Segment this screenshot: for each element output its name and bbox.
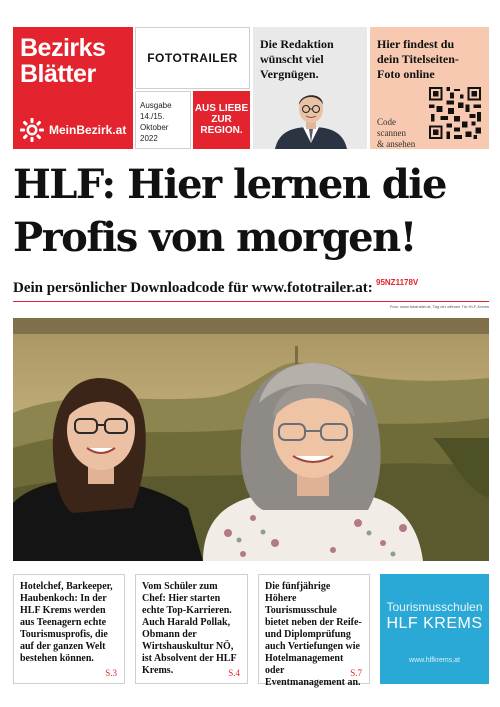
editor-line-1: Die Redaktion [260,37,334,51]
headline [13,158,493,264]
logo-word-2: Blätter [20,60,96,88]
qr-caption [377,117,415,150]
download-code-row [13,280,489,300]
qr-panel-text [377,37,459,82]
issue-year: 2022 [140,134,158,143]
qr-line-3: Foto online [377,67,435,81]
issue-dates: 14./15. Oktober [140,112,169,132]
issue-info [135,91,191,149]
editor-greeting-text [260,37,334,82]
logo-word-1: Bezirks [20,34,106,62]
download-code-label: Dein persönlicher Downloadcode für www.fototrailer.at: [13,280,373,296]
editor-greeting [253,27,367,149]
qr-panel [370,27,489,149]
region-slogan [193,91,250,149]
headline-divider [13,301,489,302]
download-code[interactable]: 95NZ1178V [376,278,419,287]
teaser-2-text: Vom Schüler zum Chef: Hier starten echte Top-Karrieren. Auch Harald Pollak, Obmann der Wirtshauskultur NÖ, ist Absolvent der HLF Krems. [142,581,237,676]
qr-caption-line-1: Code [377,117,396,127]
qr-caption-line-3: & ansehen [377,139,416,149]
region-slogan-line-2: ZUR [211,114,232,125]
teaser-1-page: S.3 [105,668,117,678]
headline-line-2: Profis von morgen! [13,214,416,261]
hlf-krems-ad[interactable] [380,574,489,684]
cover-photo [13,318,489,561]
region-slogan-line-1: AUS LIEBE [194,103,249,114]
teaser-1[interactable] [13,574,125,684]
masthead [13,27,489,149]
photo-credit: Foto: www.fototrailer.at, Tag der offenen Tür HLF-Krems [389,304,489,309]
qr-line-2: dein Titelseiten- [377,52,459,66]
editor-line-2: wünscht viel [260,52,324,66]
fototrailer-box [135,27,250,89]
logo-sub-row [19,117,126,143]
region-slogan-line-3: REGION. [200,125,243,136]
issue-label: Ausgabe [140,101,172,110]
teaser-3-page: S.7 [350,668,362,678]
teaser-1-text: Hotelchef, Barkeeper, Haubenkoch: In der HLF Krems werden aus Teenagern echte Tourismusprofis, die auf der ganzen Welt bestehen können. [20,581,113,664]
editor-line-3: Vergnügen. [260,67,319,81]
hlf-ad-line-2: HLF KREMS [386,615,483,632]
hlf-ad-url[interactable]: www.hlfkrems.at [409,657,460,664]
hlf-ad-line-1: Tourismusschulen [386,600,483,614]
headline-line-1: HLF: Hier lernen die [13,161,446,208]
qr-line-1: Hier findest du [377,37,455,51]
logo-website: MeinBezirk.at [49,123,127,137]
teaser-3[interactable] [258,574,370,688]
qr-caption-line-2: scannen [377,128,406,138]
teaser-2-page: S.4 [228,668,240,678]
editor-portrait [271,85,351,149]
cover-photo-illustration [13,318,489,561]
teaser-2[interactable] [135,574,248,684]
bezirksblaetter-logo[interactable] [13,27,133,149]
fototrailer-label: FOTOTRAILER [147,51,238,65]
teaser-3-text: Die fünfjährige Höhere Tourismusschule bietet neben der Reife- und Diplomprüfung auch Vertiefungen wie Hotelmanagement oder Eventmanagement an. [265,581,362,688]
sun-logo-icon [19,117,45,143]
qr-code-icon[interactable] [427,85,483,141]
